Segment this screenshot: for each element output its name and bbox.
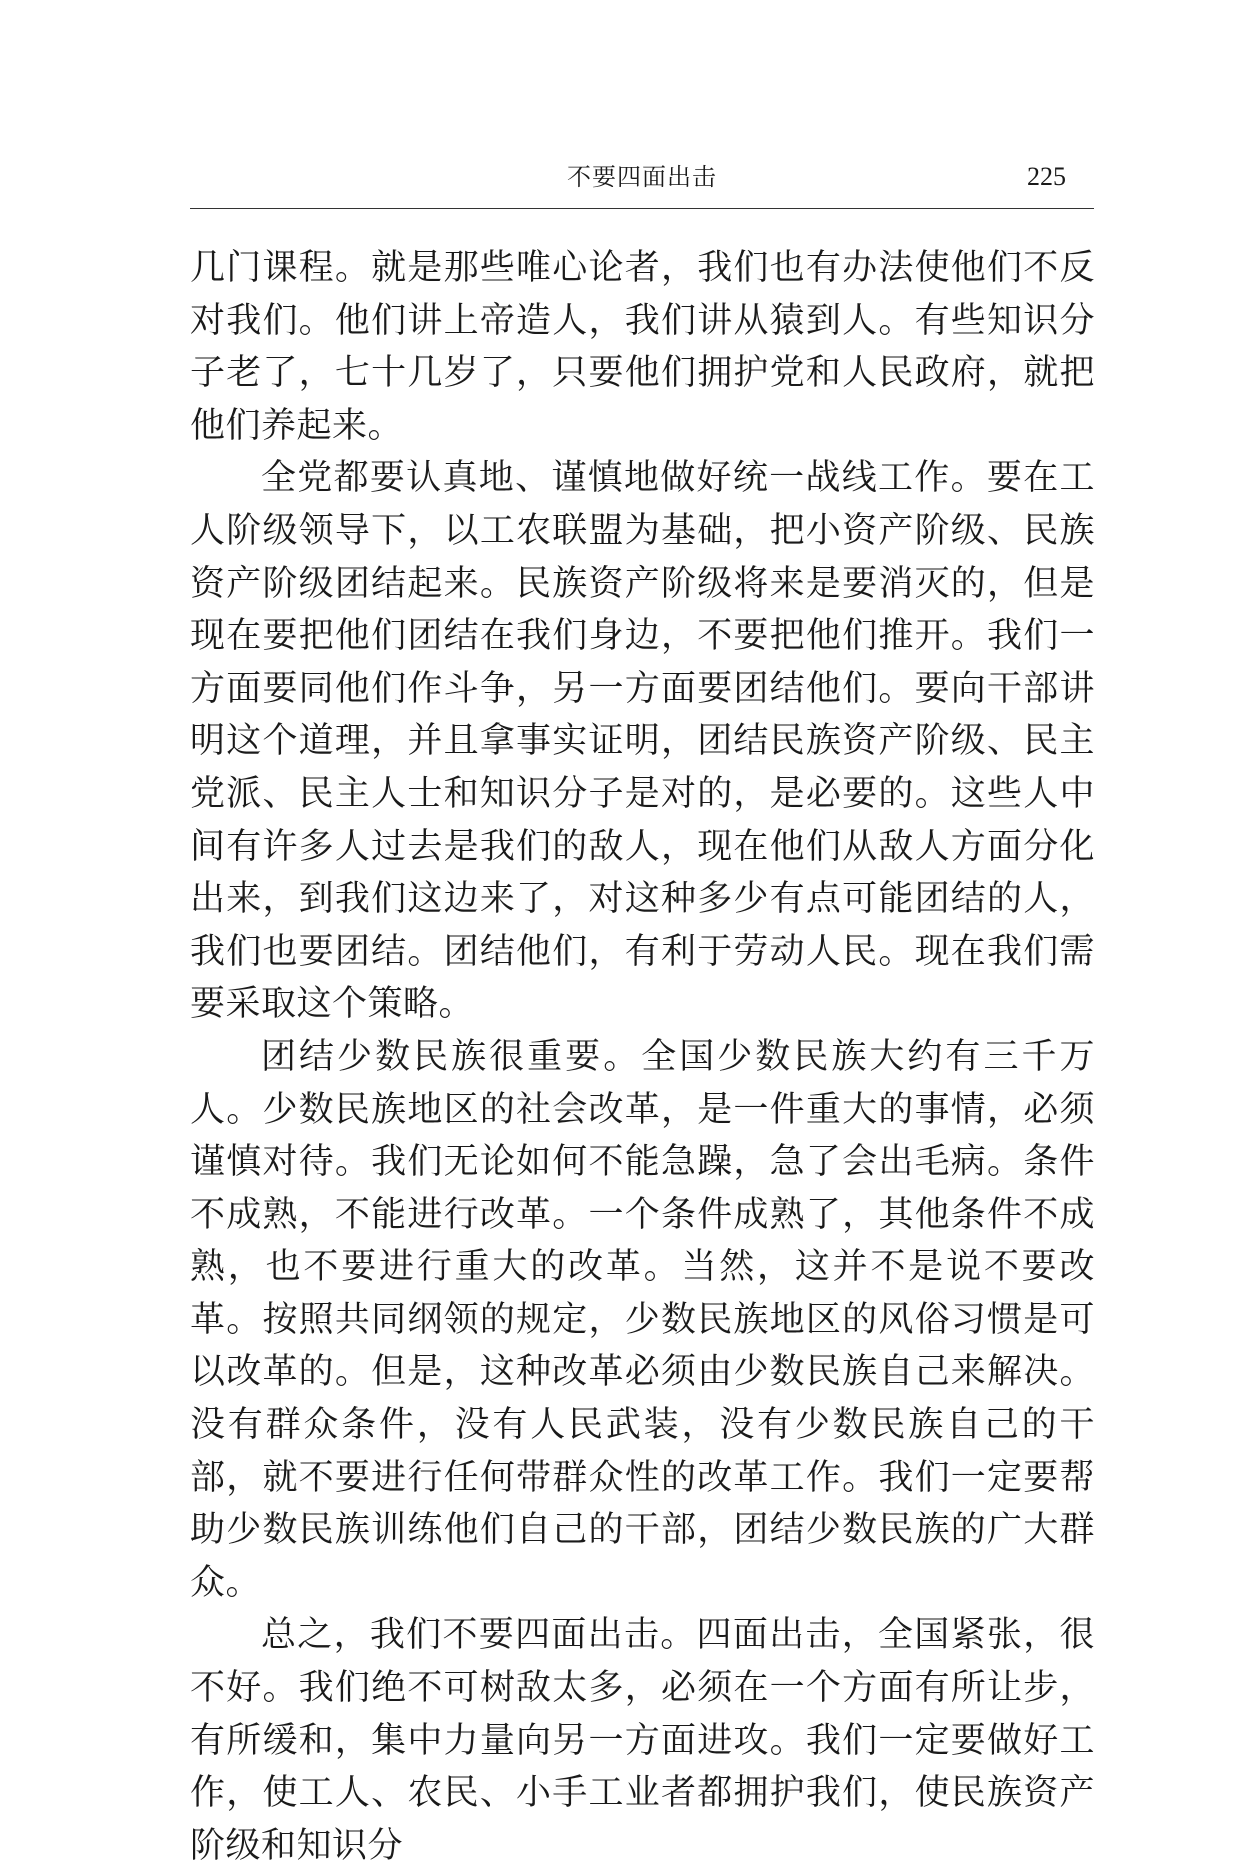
running-title: 不要四面出击	[567, 163, 717, 191]
running-header	[190, 150, 1094, 200]
page-number: 225	[1027, 162, 1066, 191]
paragraph-continued: 几门课程。就是那些唯心论者，我们也有办法使他们不反对我们。他们讲上帝造人，我们讲从猿到人。有些知识分子老了，七十几岁了，只要他们拥护党和人民政府，就把他们养起来。	[190, 248, 1095, 446]
paragraph: 团结少数民族很重要。全国少数民族大约有三千万人。少数民族地区的社会改革，是一件重大的事情，必须谨慎对待。我们无论如何不能急躁，急了会出毛病。条件不成熟，不能进行改革。一个条件成熟了，其他条件不成熟，也不要进行重大的改革。当然，这并不是说不要改革。按照共同纲领的规定，少数民族地区的风俗习惯是可以改革的。但是，这种改革必须由少数民族自己来解决。没有群众条件，没有人民武装，没有少数民族自己的干部，就不要进行任何带群众性的改革工作。我们一定要帮助少数民族训练他们自己的干部，团结少数民族的广大群众。	[190, 1036, 1095, 1603]
header-rule	[190, 208, 1094, 209]
paragraph: 全党都要认真地、谨慎地做好统一战线工作。要在工人阶级领导下，以工农联盟为基础，把小资产阶级、民族资产阶级团结起来。民族资产阶级将来是要消灭的，但是现在要把他们团结在我们身边，不要把他们推开。我们一方面要同他们作斗争，另一方面要团结他们。要向干部讲明这个道理，并且拿事实证明，团结民族资产阶级、民主党派、民主人士和知识分子是对的，是必要的。这些人中间有许多人过去是我们的敌人，现在他们从敌人方面分化出来，到我们这边来了，对这种多少有点可能团结的人，我们也要团结。团结他们，有利于劳动人民。现在我们需要采取这个策略。	[190, 458, 1095, 1025]
paragraph: 总之，我们不要四面出击。四面出击，全国紧张，很不好。我们绝不可树敌太多，必须在一个方面有所让步，有所缓和，集中力量向另一方面进攻。我们一定要做好工作，使工人、农民、小手工业者都拥护我们，使民族资产阶级和知识分	[190, 1615, 1095, 1866]
body-text	[190, 242, 1095, 1872]
